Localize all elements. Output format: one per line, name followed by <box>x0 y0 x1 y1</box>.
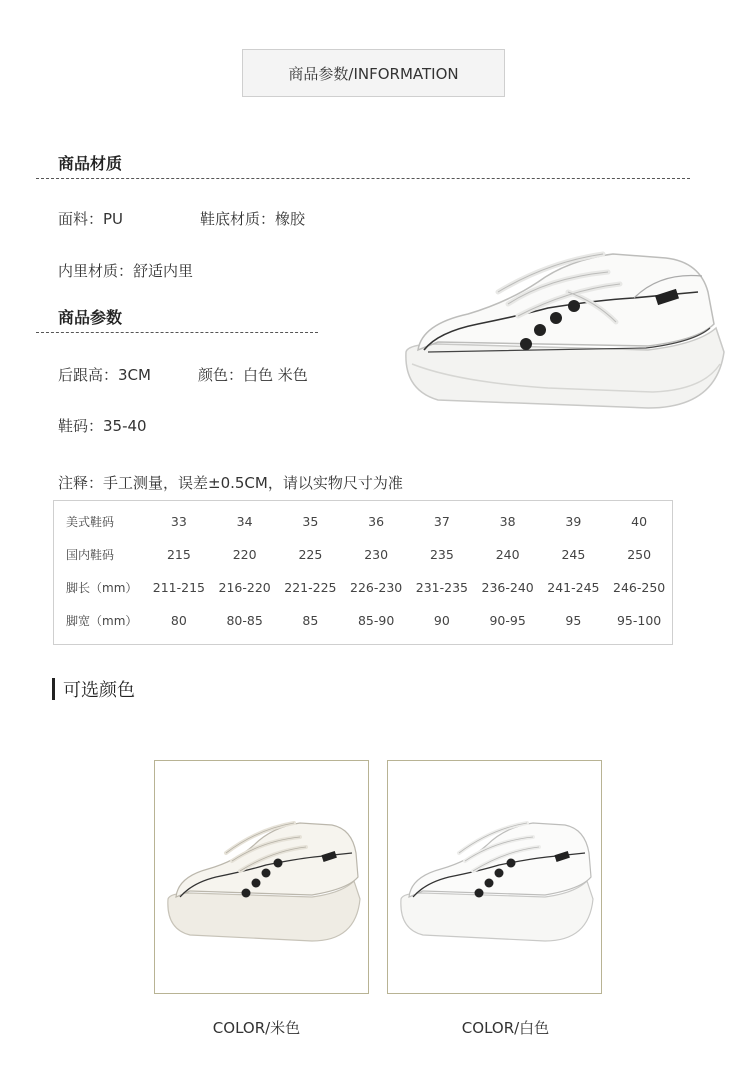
table-cell: 80-85 <box>226 613 263 628</box>
table-cell: 35 <box>302 514 319 529</box>
measurement-note: 注释：手工测量，误差±0.5CM，请以实物尺寸为准 <box>58 474 403 492</box>
table-cell: 38 <box>499 514 516 529</box>
table-cell: 39 <box>565 514 582 529</box>
table-cell: 37 <box>433 514 450 529</box>
table-cell: 225 <box>298 547 323 562</box>
table-cell: 90-95 <box>489 613 526 628</box>
table-row <box>54 501 672 538</box>
heading-accent-bar <box>52 678 55 700</box>
table-row <box>54 571 672 604</box>
table-cell: 236-240 <box>481 580 534 595</box>
table-cell: 241-245 <box>547 580 600 595</box>
beige-shoe-image <box>162 807 362 947</box>
row-label: 国内鞋码 <box>66 548 115 562</box>
table-cell: 85 <box>302 613 319 628</box>
table-cell: 211-215 <box>152 580 205 595</box>
info-title-box <box>242 49 505 97</box>
white-shoe-swatch[interactable] <box>387 760 602 994</box>
table-cell: 220 <box>232 547 257 562</box>
info-title: 商品参数/INFORMATION <box>288 64 459 83</box>
table-cell: 226-230 <box>350 580 403 595</box>
table-row <box>54 604 672 637</box>
table-cell: 80 <box>170 613 187 628</box>
row-label: 美式鞋码 <box>66 515 115 529</box>
fabric-field: 面料：PU <box>58 210 124 228</box>
material-divider <box>36 178 690 179</box>
table-cell: 221-225 <box>284 580 337 595</box>
beige-shoe-swatch[interactable] <box>154 760 369 994</box>
hero-shoe-image <box>398 232 730 412</box>
table-cell: 95-100 <box>616 613 662 628</box>
table-cell: 230 <box>364 547 389 562</box>
table-cell: 235 <box>429 547 454 562</box>
table-cell: 36 <box>368 514 385 529</box>
table-cell: 250 <box>627 547 652 562</box>
size-field: 鞋码：35-40 <box>58 417 147 435</box>
table-cell: 215 <box>166 547 191 562</box>
color-options-title: 可选颜色 <box>63 680 135 701</box>
table-cell: 95 <box>565 613 582 628</box>
table-cell: 216-220 <box>218 580 271 595</box>
row-label: 脚长（mm） <box>66 581 138 595</box>
white-color-caption: COLOR/白色 <box>461 1019 550 1037</box>
color-field: 颜色：白色 米色 <box>198 366 308 384</box>
table-cell: 33 <box>170 514 187 529</box>
table-cell: 90 <box>433 613 450 628</box>
material-heading: 商品材质 <box>58 154 123 173</box>
size-table <box>53 500 673 645</box>
heel-field: 后跟高：3CM <box>58 366 151 384</box>
table-cell: 231-235 <box>415 580 468 595</box>
white-shoe-image <box>395 807 595 947</box>
table-cell: 245 <box>561 547 586 562</box>
color-options-heading <box>52 676 135 702</box>
table-row <box>54 538 672 571</box>
table-cell: 34 <box>236 514 253 529</box>
row-label: 脚宽（mm） <box>66 614 138 628</box>
table-cell: 85-90 <box>357 613 395 628</box>
params-divider <box>36 332 318 333</box>
sole-field: 鞋底材质：橡胶 <box>200 210 306 228</box>
params-heading: 商品参数 <box>58 308 123 327</box>
table-cell: 240 <box>495 547 520 562</box>
table-cell: 246-250 <box>613 580 666 595</box>
beige-color-caption: COLOR/米色 <box>212 1019 301 1037</box>
table-cell: 40 <box>631 514 648 529</box>
lining-field: 内里材质：舒适内里 <box>58 262 194 280</box>
